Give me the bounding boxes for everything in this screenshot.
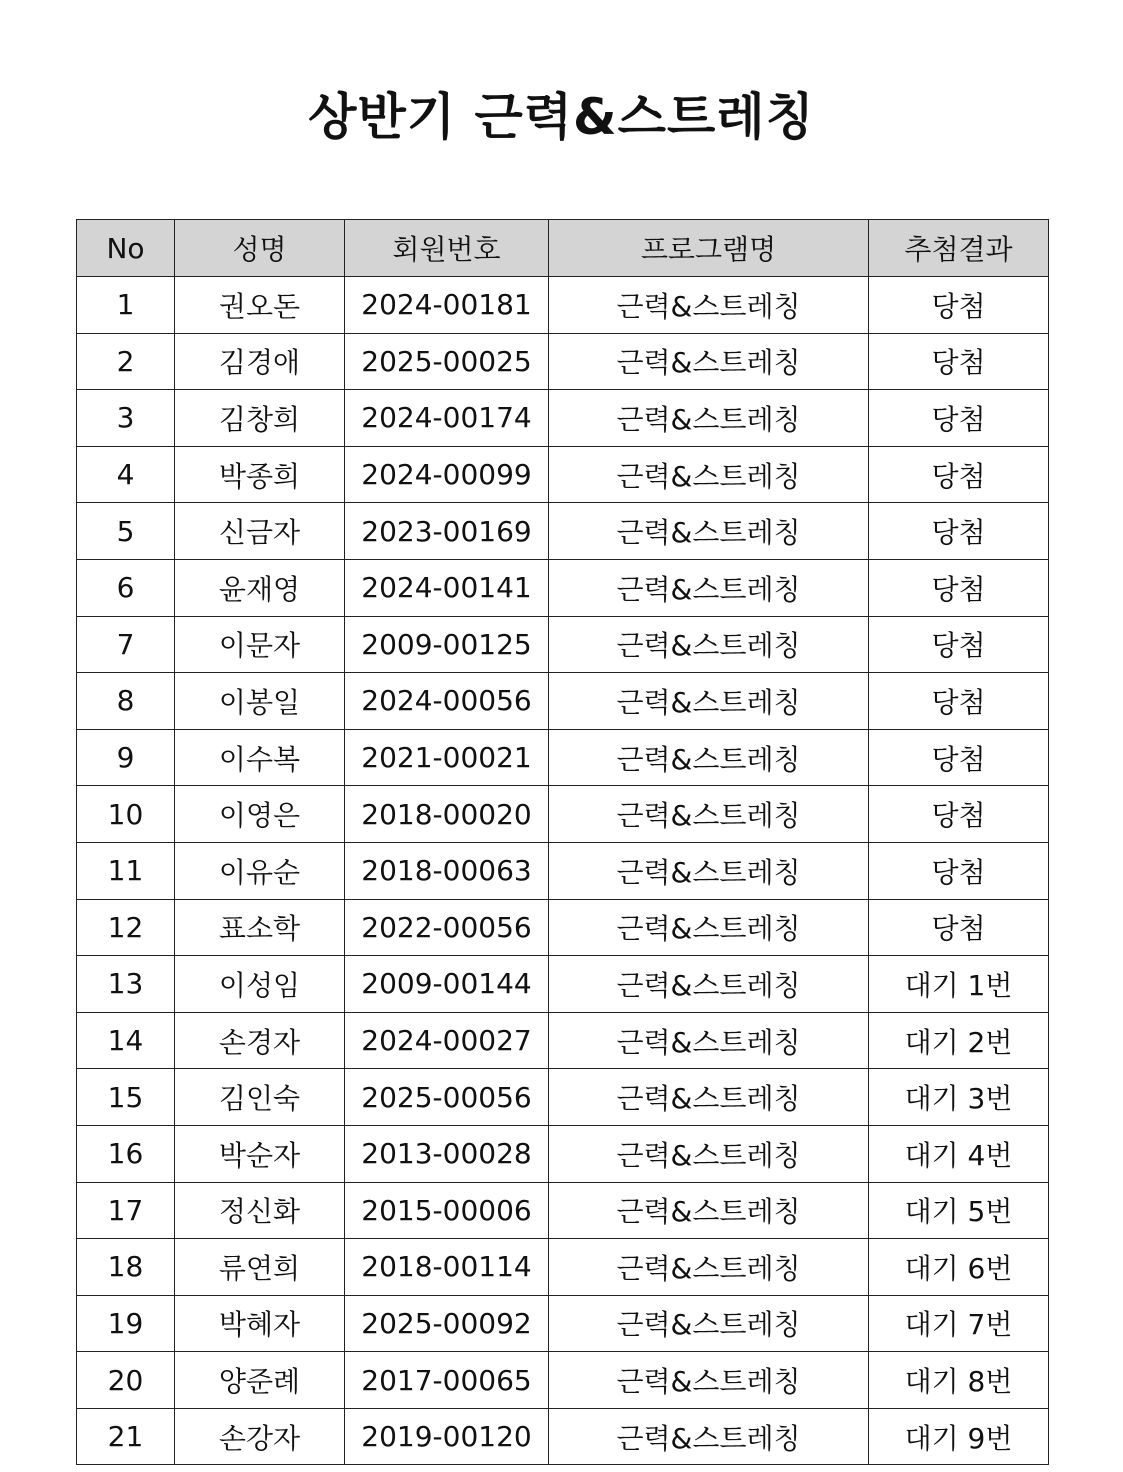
table-row (77, 1408, 1049, 1465)
cell-program: 근력&스트레칭 (549, 1182, 869, 1239)
cell-member-id: 2025-00025 (345, 333, 549, 390)
cell-no: 13 (77, 956, 175, 1013)
cell-name: 윤재영 (175, 559, 345, 616)
cell-name: 류연희 (175, 1239, 345, 1296)
cell-result: 대기 2번 (869, 1012, 1049, 1069)
cell-no: 6 (77, 559, 175, 616)
table-row (77, 1182, 1049, 1239)
cell-no: 19 (77, 1295, 175, 1352)
table-header (77, 220, 1049, 277)
cell-no: 14 (77, 1012, 175, 1069)
cell-program: 근력&스트레칭 (549, 1069, 869, 1126)
header-program: 프로그램명 (549, 220, 869, 277)
table-row (77, 277, 1049, 334)
table-row (77, 559, 1049, 616)
cell-member-id: 2018-00020 (345, 786, 549, 843)
cell-no: 8 (77, 673, 175, 730)
cell-result: 대기 7번 (869, 1295, 1049, 1352)
cell-program: 근력&스트레칭 (549, 1408, 869, 1465)
cell-program: 근력&스트레칭 (549, 1125, 869, 1182)
cell-no: 16 (77, 1125, 175, 1182)
cell-name: 박종희 (175, 446, 345, 503)
cell-member-id: 2009-00144 (345, 956, 549, 1013)
cell-program: 근력&스트레칭 (549, 1239, 869, 1296)
cell-no: 2 (77, 333, 175, 390)
cell-member-id: 2024-00141 (345, 559, 549, 616)
cell-name: 이유순 (175, 842, 345, 899)
cell-no: 7 (77, 616, 175, 673)
cell-result: 당첨 (869, 673, 1049, 730)
cell-member-id: 2018-00114 (345, 1239, 549, 1296)
lottery-result-table (76, 219, 1049, 1465)
cell-no: 11 (77, 842, 175, 899)
table-row (77, 1295, 1049, 1352)
cell-member-id: 2025-00092 (345, 1295, 549, 1352)
cell-program: 근력&스트레칭 (549, 277, 869, 334)
cell-name: 신금자 (175, 503, 345, 560)
cell-result: 당첨 (869, 503, 1049, 560)
cell-result: 대기 9번 (869, 1408, 1049, 1465)
cell-name: 권오돈 (175, 277, 345, 334)
table-row (77, 1012, 1049, 1069)
cell-member-id: 2009-00125 (345, 616, 549, 673)
header-name: 성명 (175, 220, 345, 277)
cell-member-id: 2023-00169 (345, 503, 549, 560)
cell-no: 20 (77, 1352, 175, 1409)
cell-no: 17 (77, 1182, 175, 1239)
cell-result: 당첨 (869, 333, 1049, 390)
cell-result: 대기 6번 (869, 1239, 1049, 1296)
table-row (77, 842, 1049, 899)
cell-result: 당첨 (869, 842, 1049, 899)
cell-name: 손경자 (175, 1012, 345, 1069)
table-row (77, 503, 1049, 560)
table-row (77, 616, 1049, 673)
cell-result: 당첨 (869, 616, 1049, 673)
cell-name: 양준례 (175, 1352, 345, 1409)
cell-member-id: 2021-00021 (345, 729, 549, 786)
table-row (77, 729, 1049, 786)
header-row (77, 220, 1049, 277)
cell-no: 4 (77, 446, 175, 503)
table-body (77, 277, 1049, 1465)
cell-no: 21 (77, 1408, 175, 1465)
table-row (77, 786, 1049, 843)
cell-program: 근력&스트레칭 (549, 390, 869, 447)
cell-name: 김창희 (175, 390, 345, 447)
cell-name: 표소학 (175, 899, 345, 956)
cell-result: 당첨 (869, 446, 1049, 503)
cell-member-id: 2024-00174 (345, 390, 549, 447)
cell-program: 근력&스트레칭 (549, 729, 869, 786)
cell-program: 근력&스트레칭 (549, 673, 869, 730)
cell-program: 근력&스트레칭 (549, 842, 869, 899)
cell-result: 당첨 (869, 899, 1049, 956)
cell-name: 김경애 (175, 333, 345, 390)
cell-name: 박순자 (175, 1125, 345, 1182)
cell-result: 당첨 (869, 390, 1049, 447)
cell-program: 근력&스트레칭 (549, 333, 869, 390)
cell-name: 이수복 (175, 729, 345, 786)
cell-program: 근력&스트레칭 (549, 503, 869, 560)
cell-program: 근력&스트레칭 (549, 1352, 869, 1409)
cell-result: 당첨 (869, 729, 1049, 786)
cell-no: 3 (77, 390, 175, 447)
cell-member-id: 2025-00056 (345, 1069, 549, 1126)
cell-result: 대기 8번 (869, 1352, 1049, 1409)
cell-program: 근력&스트레칭 (549, 616, 869, 673)
cell-result: 당첨 (869, 786, 1049, 843)
cell-result: 당첨 (869, 559, 1049, 616)
cell-member-id: 2022-00056 (345, 899, 549, 956)
cell-member-id: 2017-00065 (345, 1352, 549, 1409)
cell-program: 근력&스트레칭 (549, 786, 869, 843)
cell-no: 18 (77, 1239, 175, 1296)
cell-name: 손강자 (175, 1408, 345, 1465)
cell-member-id: 2024-00027 (345, 1012, 549, 1069)
cell-no: 15 (77, 1069, 175, 1126)
cell-member-id: 2015-00006 (345, 1182, 549, 1239)
header-no: No (77, 220, 175, 277)
cell-name: 이봉일 (175, 673, 345, 730)
table-row (77, 1239, 1049, 1296)
cell-result: 대기 4번 (869, 1125, 1049, 1182)
table-row (77, 333, 1049, 390)
cell-no: 9 (77, 729, 175, 786)
cell-no: 5 (77, 503, 175, 560)
table-row (77, 446, 1049, 503)
cell-program: 근력&스트레칭 (549, 956, 869, 1013)
cell-result: 대기 5번 (869, 1182, 1049, 1239)
cell-member-id: 2024-00056 (345, 673, 549, 730)
cell-name: 이영은 (175, 786, 345, 843)
table-row (77, 1069, 1049, 1126)
cell-result: 대기 1번 (869, 956, 1049, 1013)
cell-member-id: 2018-00063 (345, 842, 549, 899)
header-result: 추첨결과 (869, 220, 1049, 277)
table-row (77, 390, 1049, 447)
cell-result: 대기 3번 (869, 1069, 1049, 1126)
cell-name: 박혜자 (175, 1295, 345, 1352)
cell-program: 근력&스트레칭 (549, 1295, 869, 1352)
table-row (77, 899, 1049, 956)
document-title: 상반기 근력&스트레칭 (308, 88, 815, 146)
cell-program: 근력&스트레칭 (549, 1012, 869, 1069)
table-row (77, 1352, 1049, 1409)
cell-program: 근력&스트레칭 (549, 899, 869, 956)
cell-member-id: 2024-00181 (345, 277, 549, 334)
cell-member-id: 2013-00028 (345, 1125, 549, 1182)
cell-program: 근력&스트레칭 (549, 446, 869, 503)
cell-name: 정신화 (175, 1182, 345, 1239)
cell-program: 근력&스트레칭 (549, 559, 869, 616)
table-row (77, 1125, 1049, 1182)
header-member-id: 회원번호 (345, 220, 549, 277)
cell-no: 1 (77, 277, 175, 334)
cell-member-id: 2019-00120 (345, 1408, 549, 1465)
cell-result: 당첨 (869, 277, 1049, 334)
cell-no: 10 (77, 786, 175, 843)
cell-member-id: 2024-00099 (345, 446, 549, 503)
cell-name: 이문자 (175, 616, 345, 673)
table-row (77, 956, 1049, 1013)
cell-no: 12 (77, 899, 175, 956)
cell-name: 김인숙 (175, 1069, 345, 1126)
cell-name: 이성임 (175, 956, 345, 1013)
table-row (77, 673, 1049, 730)
